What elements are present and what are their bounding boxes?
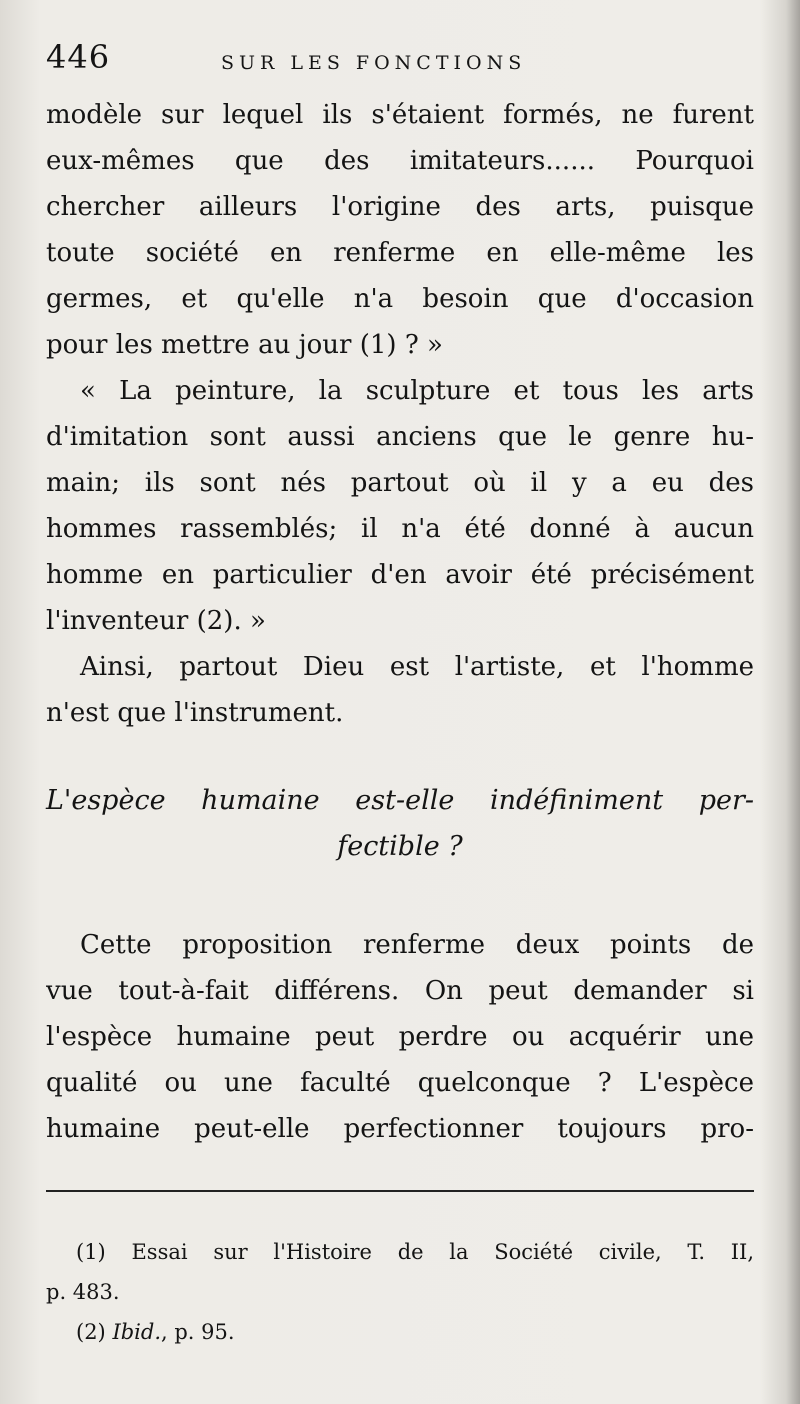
text-line: l'inventeur (2). » [46, 606, 266, 636]
text-line: modèle sur lequel ils s'étaient formés, ne furent [46, 100, 754, 130]
footnote-1: (1) Essai sur l'Histoire de la Société civile, T. II, [76, 1240, 754, 1264]
body-text-continued [46, 922, 754, 1152]
text-line: eux-mêmes que des imitateurs...... Pourquoi [46, 146, 754, 176]
running-title: SUR LES FONCTIONS [221, 52, 527, 74]
text-line: germes, et qu'elle n'a besoin que d'occasion [46, 284, 754, 314]
body-text [46, 92, 754, 736]
text-line: qualité ou une faculté quelconque ? L'espèce [46, 1068, 754, 1098]
footnote-2-marker: (2) [76, 1320, 106, 1344]
heading-line: L'espèce humaine est-elle indéfiniment per- [46, 785, 754, 816]
text-line: chercher ailleurs l'origine des arts, puisque [46, 192, 754, 222]
page-edge-shadow [786, 0, 800, 1404]
text-line: « La peinture, la sculpture et tous les arts [80, 376, 754, 406]
text-line: main; ils sont nés partout où il y a eu des [46, 468, 754, 498]
footnotes [46, 1232, 754, 1352]
text-line: homme en particulier d'en avoir été précisément [46, 560, 754, 590]
text-line: Ainsi, partout Dieu est l'artiste, et l'homme [80, 652, 754, 682]
footnote-1-continued: p. 483. [46, 1280, 120, 1304]
text-line: Cette proposition renferme deux points de [80, 930, 754, 960]
text-line: pour les mettre au jour (1) ? » [46, 330, 443, 360]
section-heading [46, 778, 754, 870]
text-line: vue tout-à-fait différens. On peut demander si [46, 976, 754, 1006]
footnote-2-page: , p. 95. [161, 1320, 235, 1344]
text-line: n'est que l'instrument. [46, 698, 344, 728]
footnote-2-ibid: Ibid. [112, 1320, 162, 1344]
footnote-rule [46, 1190, 754, 1192]
footnote-2 [46, 1312, 754, 1352]
page-number: 446 [46, 38, 111, 76]
text-line: humaine peut-elle perfectionner toujours pro- [46, 1114, 754, 1144]
page-header [46, 38, 756, 88]
text-line: toute société en renferme en elle-même les [46, 238, 754, 268]
heading-line: fectible ? [337, 831, 463, 862]
text-line: d'imitation sont aussi anciens que le genre hu- [46, 422, 754, 452]
text-line: hommes rassemblés; il n'a été donné à aucun [46, 514, 754, 544]
text-line: l'espèce humaine peut perdre ou acquérir une [46, 1022, 754, 1052]
